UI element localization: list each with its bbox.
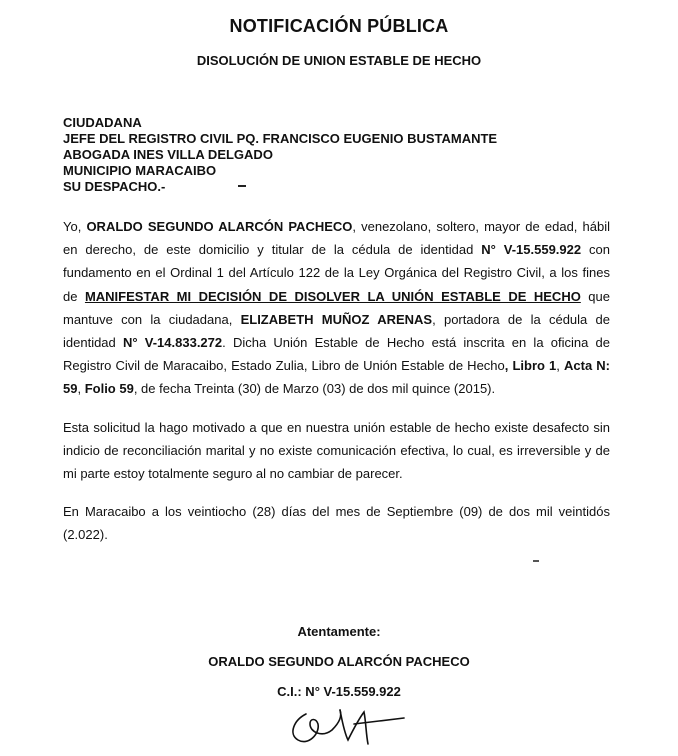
document-subtitle: DISOLUCIÓN DE UNION ESTABLE DE HECHO: [196, 53, 482, 68]
body-paragraph-date: En Maracaibo a los veintiocho (28) días del mes de Septiembre (09) de dos mil veintidós (2.022).: [63, 504, 610, 543]
body-paragraph-motive: Esta solicitud la hago motivado a que en nuestra unión estable de hecho existe desafecto sin indicio de reconciliación marital y no existe comunicación efectiva, lo cual, es irreversible y de mi parte estoy totalmente seguro al no cambiar de parecer.: [63, 420, 610, 482]
partner-id: N° V-14.833.272: [122, 335, 223, 351]
text-run: con fundamento en el Ordinal 1 del Artículo 122 de la Ley Orgánica del Registro Civil, a los fines de: [63, 242, 611, 304]
registry-folio: Folio 59: [84, 381, 134, 397]
closing-salutation: Atentamente:: [297, 624, 381, 639]
signer-name: ORALDO SEGUNDO ALARCÓN PACHECO: [208, 654, 470, 669]
text-run: ,: [556, 358, 565, 374]
addressee-line: ABOGADA INES VILLA DELGADO: [63, 147, 273, 162]
text-run: que mantuve con la ciudadana,: [63, 288, 610, 327]
text-run: Yo,: [63, 219, 87, 234]
text-run: , de fecha Treinta (30) de Marzo (03) de dos mil quince (2015).: [133, 381, 496, 397]
partner-name: ELIZABETH MUÑOZ ARENAS: [240, 311, 433, 327]
addressee-line: CIUDADANA: [63, 115, 142, 130]
document-title: NOTIFICACIÓN PÚBLICA: [229, 16, 449, 36]
declarant-name: ORALDO SEGUNDO ALARCÓN PACHECO: [86, 219, 353, 234]
addressee-line: MUNICIPIO MARACAIBO: [63, 163, 217, 178]
decision-statement: MANIFESTAR MI DECISIÓN DE DISOLVER LA UNIÓN ESTABLE DE HECHO: [84, 288, 581, 304]
addressee-line: SU DESPACHO.-: [63, 179, 166, 194]
stray-mark: [238, 185, 246, 187]
addressee-line: JEFE DEL REGISTRO CIVIL PQ. FRANCISCO EUGENIO BUSTAMANTE: [63, 131, 498, 146]
text-run: . Dicha Unión Estable de Hecho está inscrita en la oficina de Registro Civil de Maracaibo, Estado Zulia, Libro de Unión Estable de Hecho: [63, 335, 611, 374]
stray-mark: [533, 560, 539, 562]
addressee-block: [63, 115, 653, 195]
body-paragraph-declaration: [63, 215, 610, 401]
text-run: ,: [77, 381, 85, 397]
text-run: , venezolano, soltero, mayor de edad, hábil en derecho, de este domicilio y titular de la cédula de identidad: [63, 219, 610, 258]
registry-act: Acta N: 59: [63, 358, 611, 397]
signer-id: C.I.: N° V-15.559.922: [277, 684, 401, 699]
registry-book: , Libro 1: [504, 358, 557, 374]
handwritten-signature: [280, 690, 410, 750]
text-run: , portadora de la cédula de identidad: [63, 311, 610, 351]
declarant-id: N° V-15.559.922: [481, 242, 582, 258]
